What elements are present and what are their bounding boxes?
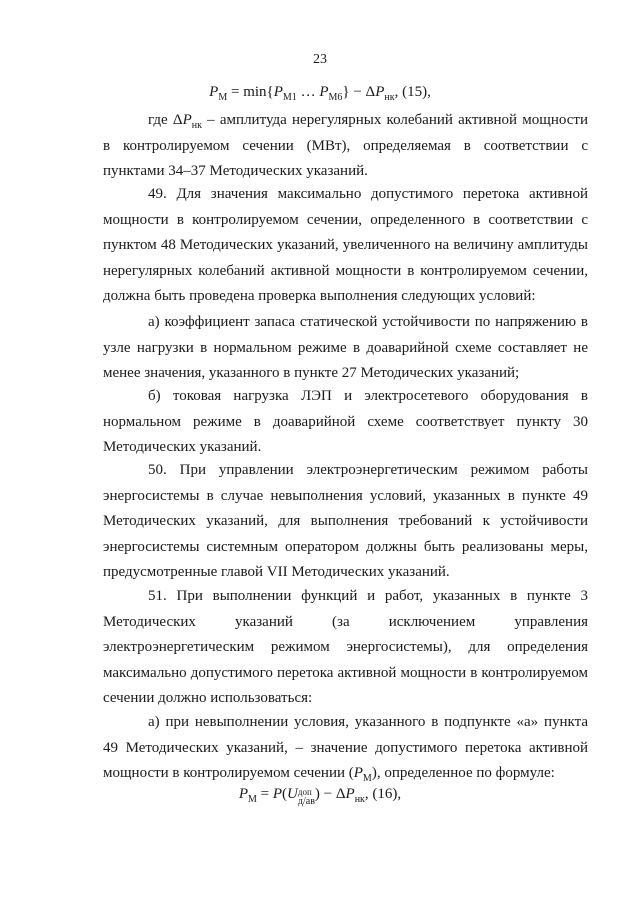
paragraph-49-item-a: а) коэффициент запаса статической устойчивости по напряжению в узле нагрузки в нормальном режиме в доаварийной схеме составляет не менее значения, указанного в пункте 27 Методических указаний; [103, 314, 588, 382]
formula-15: $P_М = \min\{P_{М1}$ … $P_{М6}\} - \Delta P_{нк}$, (15), [209, 84, 431, 103]
paragraph-51: 51. При выполнении функций и работ, указанных в пункте 3 Методических указаний (за исключением управления электроэнергетическим режимом энергосистемы), для определения максимально допустимого перетока активной мощности в контролируемом сечении должно использоваться: [103, 588, 588, 707]
formula-16: $P_М = P(U$ доп д/ав ) − $\Delta P_{нк}$, (16), [238, 786, 402, 807]
paragraph-51-item-a: а) при невыполнении условия, указанного в подпункте «а» пункта 49 Методических указаний, – значение допустимого перетока активной мощности в контролируемом сечении $(P_М)$, определенное по формуле: [103, 714, 588, 785]
paragraph-50: 50. При управлении электроэнергетическим режимом работы энергосистемы в случае невыполнения условий, указанных в пункте 49 Методических указаний, для выполнения требований к устойчивости энергосистемы системным оператором должны быть реализованы меры, предусмотренные главой VII Методических указаний. [103, 462, 588, 581]
paragraph-49: 49. Для значения максимально допустимого перетока активной мощности в контролируемом сечении, определенного в соответствии с пунктом 48 Методических указаний, увеличенного на величину амплитуды нерегулярных колебаний активной мощности в контролируемом сечении, должна быть проведена проверка выполнения следующих условий: [103, 186, 588, 305]
paragraph-49-item-b: б) токовая нагрузка ЛЭП и электросетевого оборудования в нормальном режиме в доаварийной схеме соответствует пункту 30 Методических указаний. [103, 388, 588, 456]
page-number: 23 [313, 52, 327, 67]
definition-paragraph: где $\Delta P_{нк}$ – амплитуда нерегулярных колебаний активной мощности в контролируемом сечении (МВт), определяемая в соответствии с пунктами 34–37 Методических указаний. [103, 112, 588, 180]
